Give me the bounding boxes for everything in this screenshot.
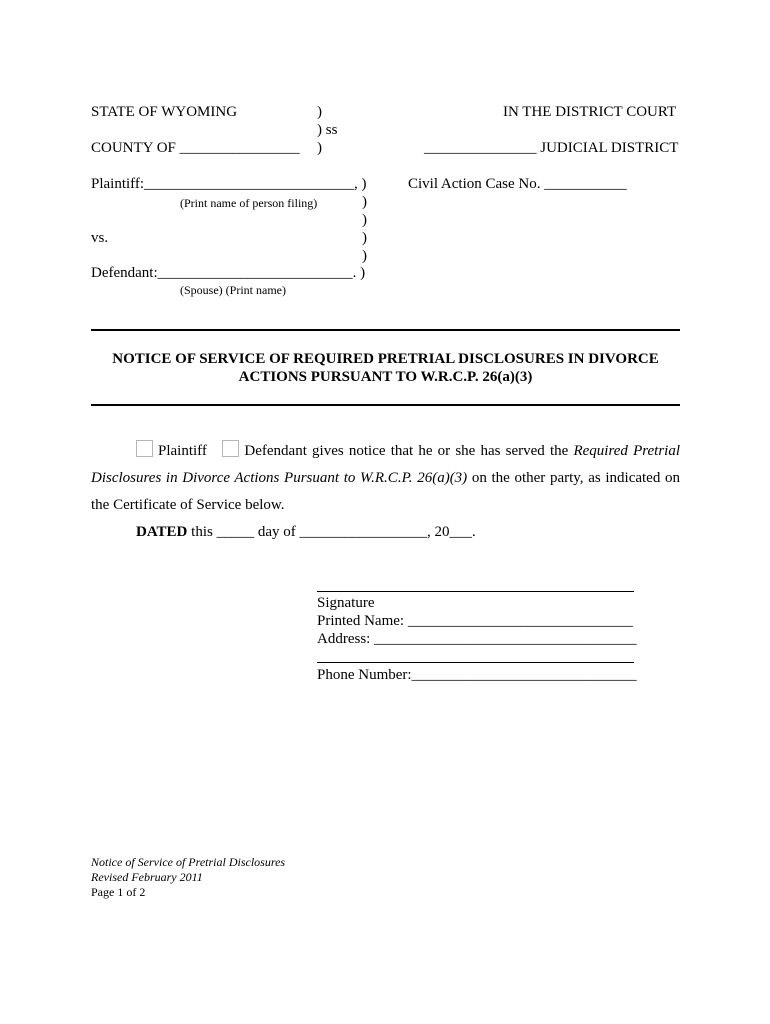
document-title-line-1: NOTICE OF SERVICE OF REQUIRED PRETRIAL DISCLOSURES IN DIVORCE (112, 351, 659, 367)
address-line-2[interactable] (317, 662, 634, 663)
ss-label: ) ss (317, 122, 338, 138)
notice-remainder-2: the Certificate of Service below. (91, 497, 285, 513)
footer-form-name: Notice of Service of Pretrial Disclosures (91, 855, 286, 869)
defendant-line: Defendant:__________________________. ) (91, 265, 366, 281)
case-number: Civil Action Case No. ___________ (408, 176, 627, 192)
caption-paren: ) (362, 248, 367, 264)
defendant-checkbox[interactable] (222, 440, 239, 457)
caption-paren: ) (362, 230, 367, 246)
caption-paren: ) (362, 194, 367, 210)
plaintiff-hint: (Print name of person filing) (180, 196, 318, 210)
dated-blanks: this _____ day of _________________, 20___. (191, 524, 476, 540)
notice-paragraph (91, 438, 680, 519)
document-title-line-2: ACTIONS PURSUANT TO W.R.C.P. 26(a)(3) (238, 369, 533, 385)
dated-line (136, 524, 476, 541)
caption-paren: ) (317, 104, 322, 120)
vs-label: vs. (91, 230, 109, 246)
state-label: STATE OF WYOMING (91, 104, 238, 120)
document-name-2: Disclosures in Divorce Actions Pursuant to W.R.C.P. 26(a)(3) (91, 470, 468, 486)
title-rule-top (91, 329, 680, 331)
signature-label: Signature (317, 595, 375, 611)
county-label: COUNTY OF ________________ (91, 140, 300, 156)
address-field[interactable]: Address: ___________________________________ (317, 631, 637, 647)
plaintiff-line: Plaintiff:____________________________, ) (91, 176, 367, 192)
notice-remainder: on the other party, as indicated on (471, 470, 680, 486)
title-rule-bottom (91, 404, 680, 406)
phone-number-field[interactable]: Phone Number:______________________________ (317, 667, 637, 683)
signature-line[interactable] (317, 591, 634, 592)
defendant-hint: (Spouse) (Print name) (180, 283, 286, 297)
defendant-option-label: Defendant gives notice that he or she has served the (244, 443, 569, 459)
footer-page-number: Page 1 of 2 (91, 885, 146, 899)
judicial-district: _______________ JUDICIAL DISTRICT (424, 140, 679, 156)
printed-name-field[interactable]: Printed Name: ______________________________ (317, 613, 633, 629)
dated-label: DATED (136, 524, 188, 540)
caption-paren: ) (362, 212, 367, 228)
plaintiff-option-label: Plaintiff (158, 443, 207, 459)
footer-revised: Revised February 2011 (91, 870, 203, 884)
plaintiff-checkbox[interactable] (136, 440, 153, 457)
caption-paren: ) (317, 140, 322, 156)
document-name-1: Required Pretrial (573, 443, 681, 459)
court-label: IN THE DISTRICT COURT (503, 104, 677, 120)
